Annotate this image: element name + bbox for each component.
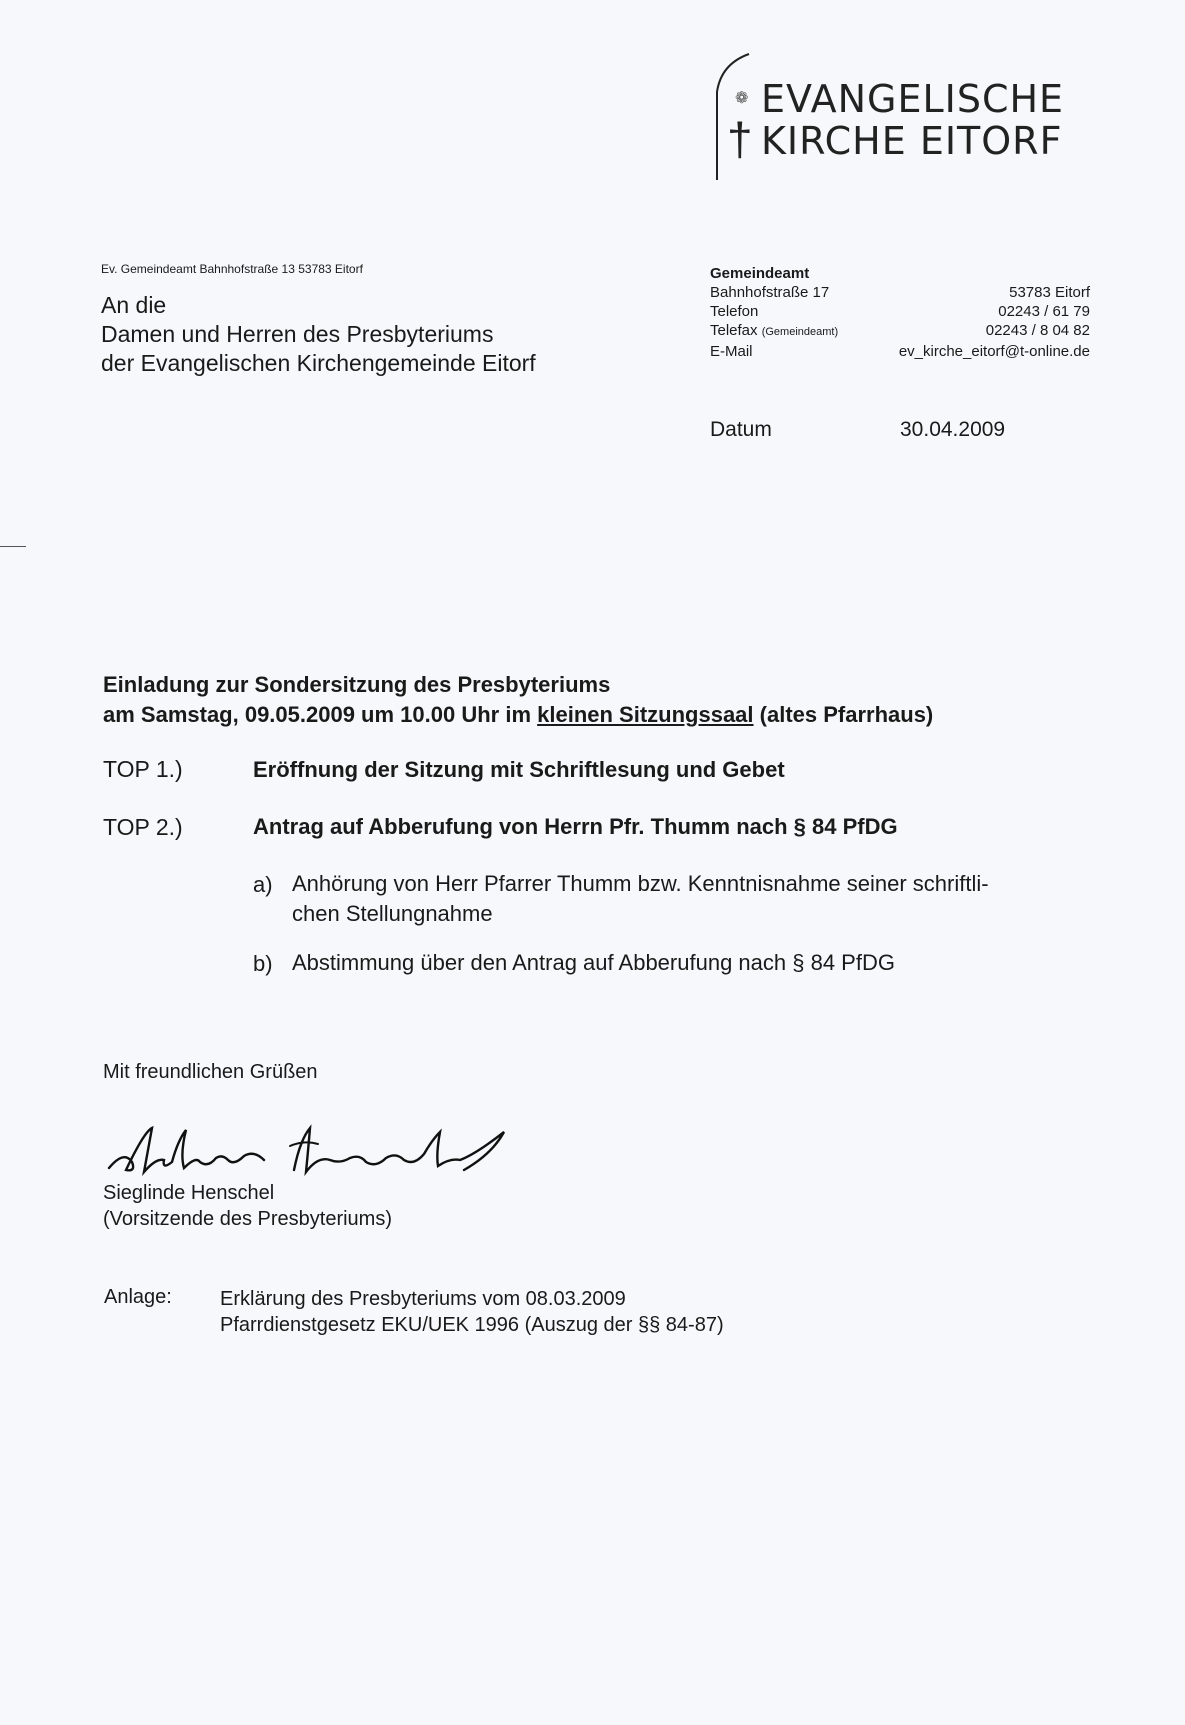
subject-underlined-text: kleinen Sitzungssaal [537, 702, 754, 727]
contact-label [710, 321, 838, 342]
subitem-line: Abstimmung über den Antrag auf Abberufung nach § 84 PfDG [292, 950, 895, 975]
fax-label: Telefax [710, 322, 758, 339]
contact-row [710, 283, 1090, 302]
agenda-label: TOP 2.) [103, 814, 183, 840]
enclosure-item: Pfarrdienstgesetz EKU/UEK 1996 (Auszug der §§ 84-87) [220, 1314, 724, 1336]
enclosure-item: Erklärung des Presbyteriums vom 08.03.2009 [220, 1288, 626, 1310]
subitem-line: chen Stellungnahme [292, 901, 493, 926]
enclosure-label: Anlage: [104, 1286, 172, 1308]
rosette-icon: ❁ [735, 90, 749, 107]
fold-mark [0, 546, 26, 547]
agenda-label: TOP 1.) [103, 756, 183, 782]
contact-heading: Gemeindeamt [710, 265, 810, 282]
date-value: 30.04.2009 [900, 418, 1006, 441]
handwritten-signature [104, 1110, 524, 1190]
contact-label: Telefon [710, 303, 759, 320]
closing-greeting: Mit freundlichen Grüßen [103, 1061, 318, 1083]
recipient-line: der Evangelischen Kirchengemeinde Eitorf [101, 350, 536, 376]
subject-text: (altes Pfarrhaus) [753, 702, 934, 727]
enclosure-list [220, 1286, 724, 1338]
contact-row [710, 342, 1090, 361]
agenda-title: Eröffnung der Sitzung mit Schriftlesung und Gebet [253, 757, 785, 782]
recipient-line: An die [101, 292, 167, 318]
recipient-line: Damen und Herren des Presbyteriums [101, 321, 494, 347]
cross-icon: † [727, 113, 753, 165]
subitem-line: Anhörung von Herr Pfarrer Thumm bzw. Kenntnisnahme seiner schriftli- [292, 871, 989, 896]
agenda-title: Antrag auf Abberufung von Herrn Pfr. Thumm nach § 84 PfDG [253, 814, 898, 839]
contact-row [710, 302, 1090, 321]
signer-name: Sieglinde Henschel [103, 1182, 275, 1204]
contact-value: 02243 / 61 79 [998, 303, 1090, 320]
agenda-subitem-letter: a) [253, 872, 273, 897]
signer-role: (Vorsitzende des Presbyteriums) [103, 1208, 393, 1230]
logo-line-2: KIRCHE EITORF [761, 119, 1063, 163]
logo-line-1: EVANGELISCHE [761, 77, 1065, 121]
fax-label-note: (Gemeindeamt) [761, 326, 839, 338]
agenda-subitem-text [292, 869, 1092, 929]
contact-value: 53783 Eitorf [1009, 284, 1090, 301]
subject-heading [103, 670, 933, 730]
church-logo [705, 52, 1105, 182]
contact-value: ev_kirche_eitorf@t-online.de [898, 343, 1090, 360]
contact-value: 02243 / 8 04 82 [985, 322, 1090, 339]
date-label: Datum [710, 418, 772, 441]
contact-block [710, 264, 1090, 361]
signer-block [103, 1180, 392, 1232]
subject-text: am Samstag, 09.05.2009 um 10.00 Uhr im [103, 702, 538, 727]
contact-row [710, 321, 1090, 342]
contact-label: Bahnhofstraße 17 [710, 284, 830, 301]
subject-line-1: Einladung zur Sondersitzung des Presbyteriums [103, 672, 611, 697]
agenda-subitem-text [292, 948, 1092, 978]
sender-address-line: Ev. Gemeindeamt Bahnhofstraße 13 53783 Eitorf [101, 262, 363, 276]
agenda-subitem-letter: b) [253, 951, 273, 976]
recipient-block [101, 291, 536, 378]
contact-label: E-Mail [710, 343, 753, 360]
subject-line-2 [103, 700, 933, 730]
